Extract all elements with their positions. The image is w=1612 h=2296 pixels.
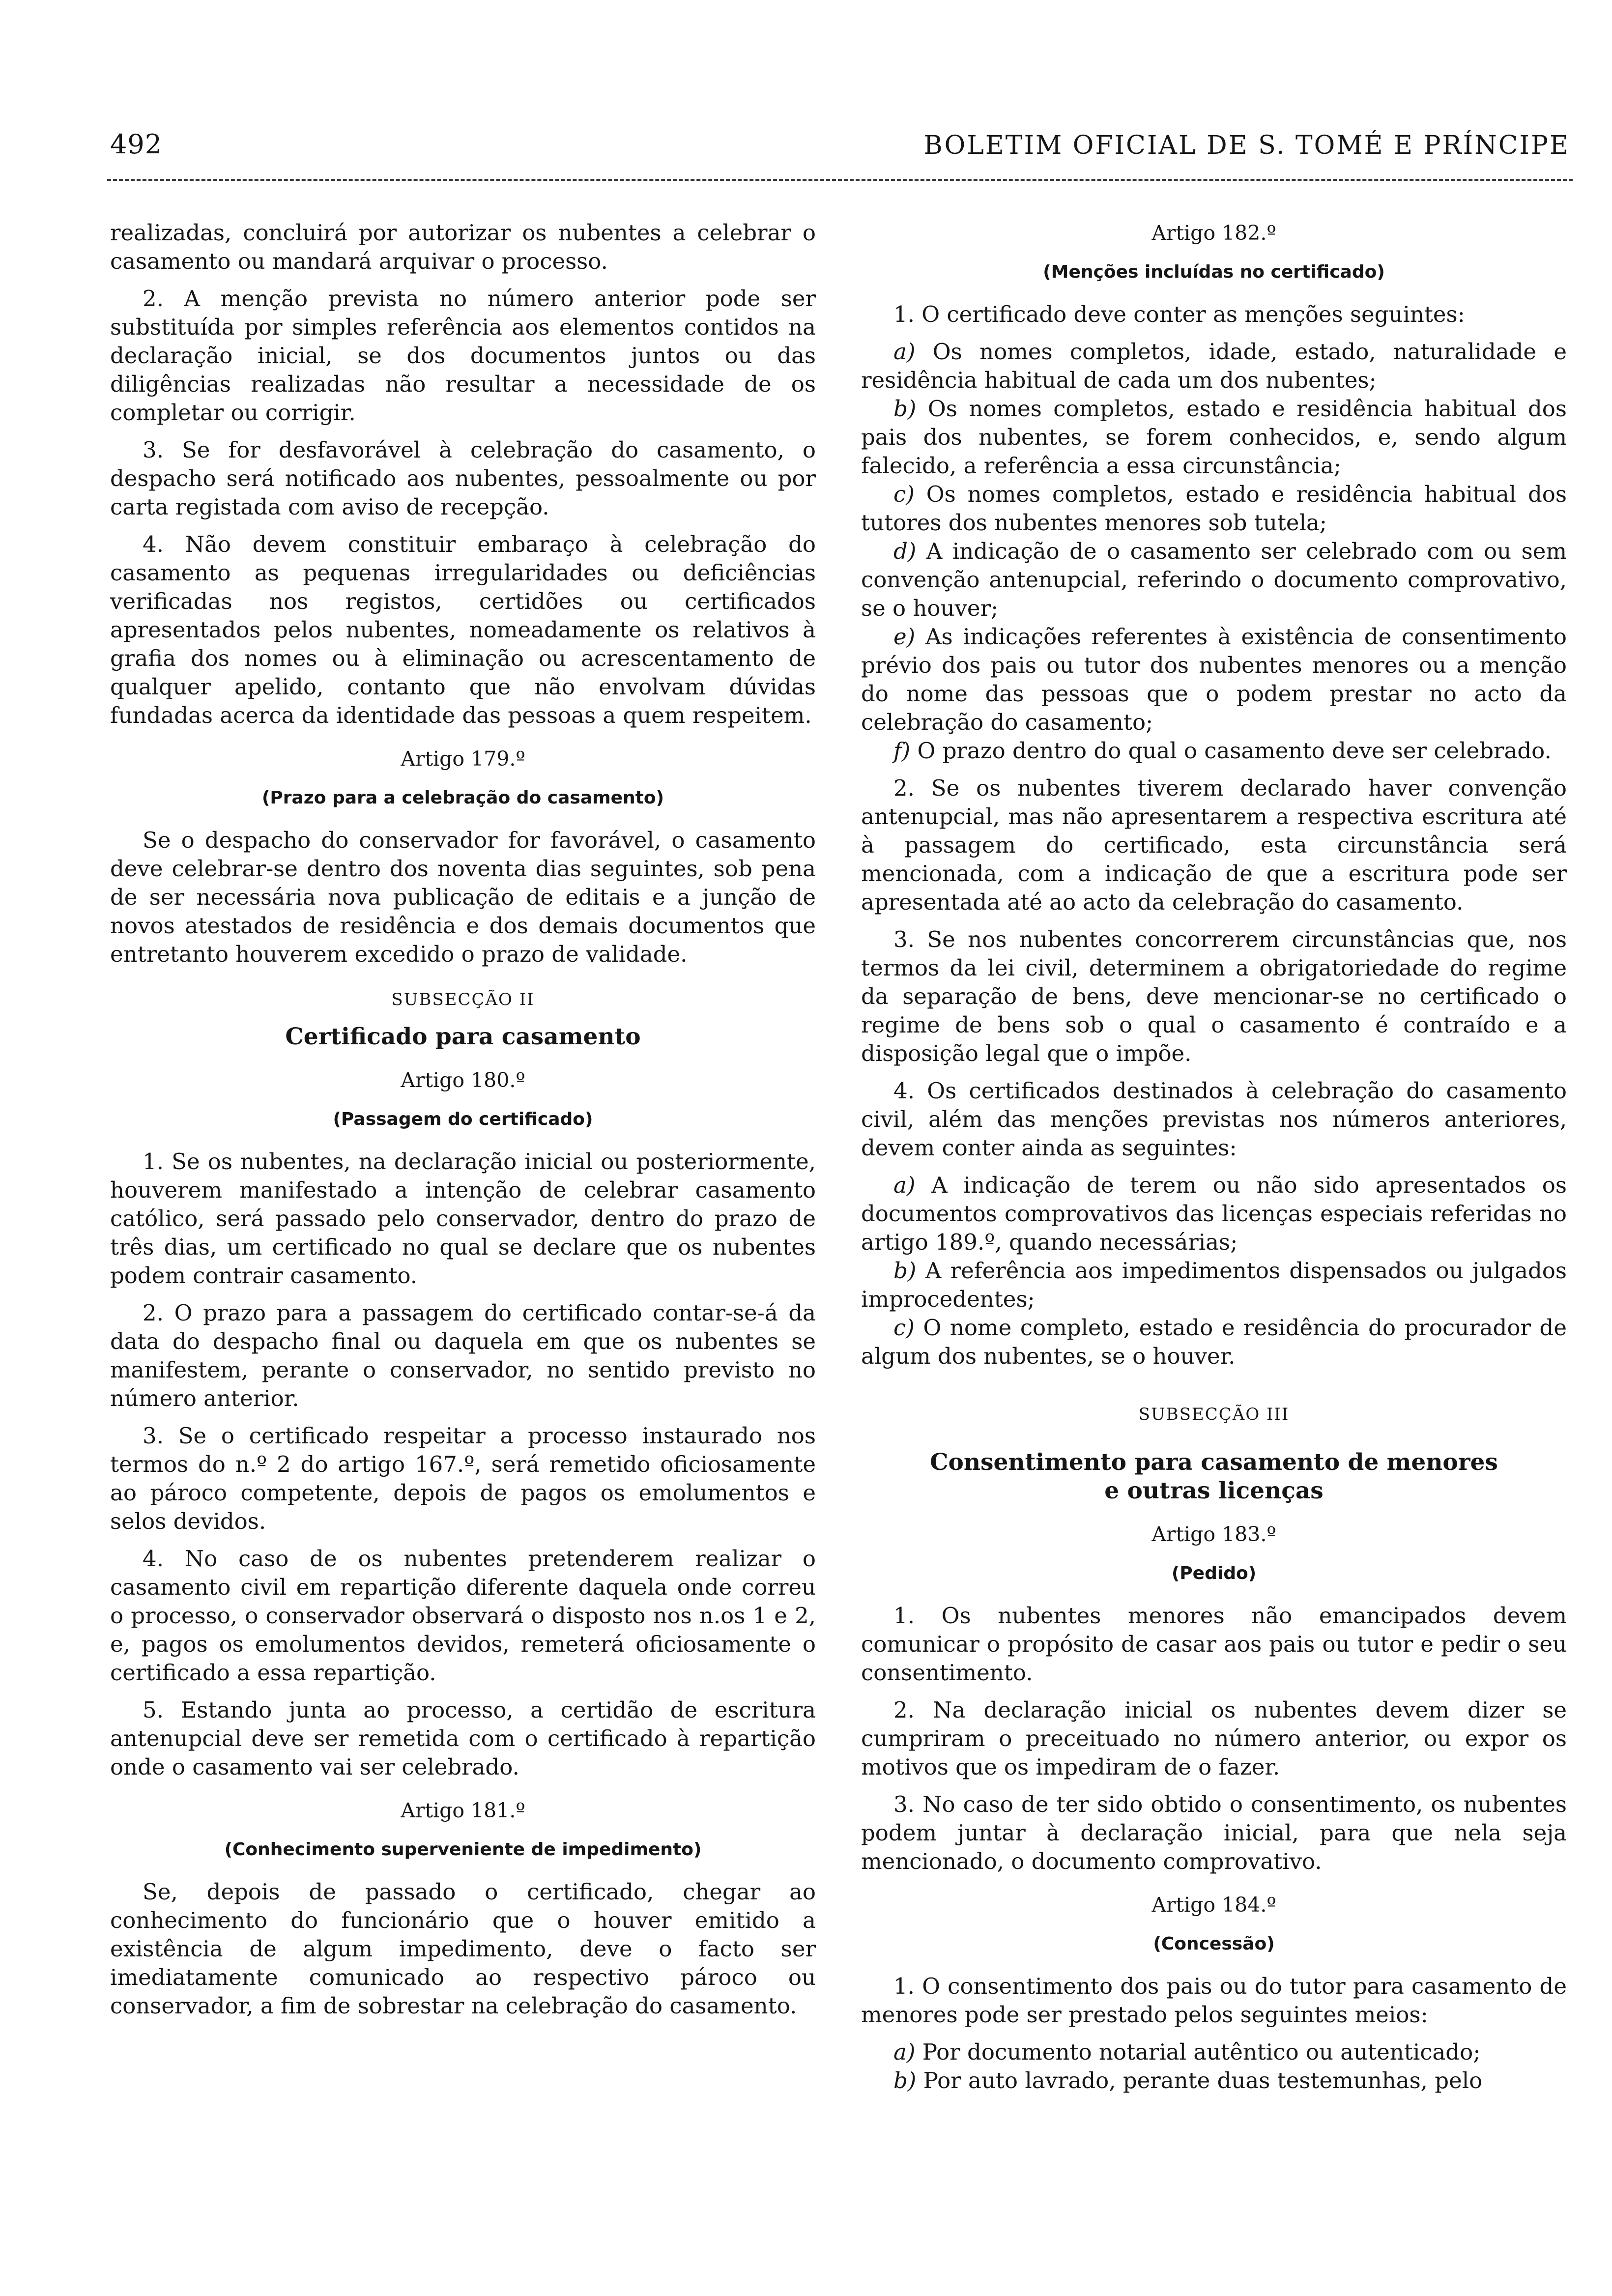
- item-letter: e): [893, 624, 916, 650]
- subsection-title: Certificado para casamento: [285, 1023, 641, 1050]
- subsection-title: e outras licenças: [1104, 1477, 1324, 1504]
- paragraph: Se o despacho do conservador for favorável, o casamento deve celebrar-se dentro dos noventa dias seguintes, sob pena de ser necessária nova publicação de editais e a junção de novos atestados de residência e dos demais documentos que entretanto houverem excedido o prazo de validade.: [110, 827, 816, 967]
- item-text: As indicações referentes à existência de consentimento prévio dos pais ou tutor dos nubentes menores ou a menção do nome das pessoas que o podem prestar no acto da celebração do casamento;: [861, 624, 1567, 735]
- item-letter: a): [893, 339, 916, 365]
- item-text: A indicação de terem ou não sido apresentados os documentos comprovativos das licenças especiais referidas no artigo 189.º, quando necessárias;: [861, 1172, 1567, 1255]
- subsection-label: SUBSECÇÃO II: [391, 990, 535, 1009]
- left-column: [110, 219, 816, 2029]
- paragraph: 3. Se nos nubentes concorrerem circunstâncias que, nos termos da lei civil, determinem a obrigatoriedade do regime da separação de bens, deve mencionar-se no certificado o regime de bens sob o qual o casamento é contraído e a disposição legal que o impõe.: [861, 926, 1567, 1066]
- article-title: Artigo 179.º: [401, 747, 525, 771]
- paragraph: 2. Se os nubentes tiverem declarado haver convenção antenupcial, mas não apresentarem a respectiva escritura até à passagem do certificado, esta circunstância será mencionada, com a indicação de que a escritura pode ser apresentada até ao acto da celebração do casamento.: [861, 775, 1567, 915]
- paragraph: 2. O prazo para a passagem do certificado contar-se-á da data do despacho final ou daquela em que os nubentes se manifestem, perante o conservador, no sentido previsto no número anterior.: [110, 1300, 816, 1411]
- item-text: Os nomes completos, estado e residência habitual dos tutores dos nubentes menores sob tutela;: [861, 481, 1567, 536]
- item-text: O nome completo, estado e residência do procurador de algum dos nubentes, se o houver.: [861, 1315, 1567, 1369]
- item-text: A indicação de o casamento ser celebrado com ou sem convenção antenupcial, referindo o documento comprovativo, se o houver;: [861, 538, 1567, 621]
- paragraph: Se, depois de passado o certificado, chegar ao conhecimento do funcionário que o houver emitido a existência de algum impedimento, deve o facto ser imediatamente comunicado ao respectivo pároco ou conservador, a fim de sobrestar na celebração do casamento.: [110, 1879, 816, 2019]
- item-letter: f): [893, 738, 911, 764]
- right-column: [861, 219, 1567, 2095]
- list-item: [861, 480, 1567, 537]
- item-letter: b): [893, 396, 917, 422]
- item-letter: a): [893, 1172, 916, 1198]
- paragraph: 2. Na declaração inicial os nubentes devem dizer se cumpriram o preceituado no número anterior, ou expor os motivos que os impediram de o fazer.: [861, 1697, 1567, 1780]
- subsection-label: SUBSECÇÃO III: [1138, 1405, 1290, 1424]
- article-subtitle: (Passagem do certificado): [333, 1109, 593, 1129]
- paragraph: 3. Se for desfavorável à celebração do casamento, o despacho será notificado aos nubentes, pessoalmente ou por carta registada com aviso de recepção.: [110, 437, 816, 520]
- list-item: [861, 537, 1567, 623]
- paragraph: 3. Se o certificado respeitar a processo instaurado nos termos do n.º 2 do artigo 167.º, será remetido oficiosamente ao pároco competente, depois de pagos os emolumentos e selos devidos.: [110, 1423, 816, 1534]
- item-letter: b): [893, 1258, 917, 1284]
- header-rule: [107, 179, 1573, 181]
- article-title: Artigo 180.º: [401, 1068, 525, 1092]
- list-item: [861, 2066, 1567, 2095]
- item-text: A referência aos impedimentos dispensados ou julgados improcedentes;: [861, 1258, 1567, 1312]
- list-item: [861, 2038, 1567, 2066]
- paragraph: 4. Não devem constituir embaraço à celebração do casamento as pequenas irregularidades ou deficiências verificadas nos registos, certidões ou certificados apresentados pelos nubentes, nomeadamente os relativos à grafia dos nomes ou à eliminação ou acrescentamento de qualquer apelido, contanto que não envolvam dúvidas fundadas acerca da identidade das pessoas a quem respeitem.: [110, 531, 816, 728]
- item-letter: d): [893, 538, 917, 564]
- paragraph: 1. Os nubentes menores não emancipados devem comunicar o propósito de casar aos pais ou tutor e pedir o seu consentimento.: [861, 1603, 1567, 1686]
- paragraph: 5. Estando junta ao processo, a certidão de escritura antenupcial deve ser remetida com o certificado à repartição onde o casamento vai ser celebrado.: [110, 1697, 816, 1780]
- item-letter: c): [893, 481, 915, 507]
- article-subtitle: (Prazo para a celebração do casamento): [261, 788, 664, 808]
- paragraph: 1. Se os nubentes, na declaração inicial ou posteriormente, houverem manifestado a intenção de celebrar casamento católico, será passado pelo conservador, dentro do prazo de três dias, um certificado no qual se declare que os nubentes podem contrair casamento.: [110, 1148, 816, 1289]
- article-subtitle: (Pedido): [1171, 1563, 1257, 1583]
- article-title: Artigo 181.º: [401, 1799, 525, 1822]
- list-item: [861, 338, 1567, 395]
- paragraph: 1. O consentimento dos pais ou do tutor para casamento de menores pode ser prestado pelos seguintes meios:: [861, 1973, 1567, 2028]
- list-item: [861, 1257, 1567, 1314]
- list-item: [861, 623, 1567, 737]
- article-title: Artigo 182.º: [1151, 221, 1276, 245]
- item-text: Por documento notarial autêntico ou autenticado;: [915, 2039, 1481, 2065]
- list-item: [861, 1171, 1567, 1257]
- paragraph: 4. No caso de os nubentes pretenderem realizar o casamento civil em repartição diferente daquela onde correu o processo, o conservador observará o disposto nos n.os 1 e 2, e, pagos os emolumentos devidos, remeterá oficiosamente o certificado a essa repartição.: [110, 1546, 816, 1686]
- item-text: Por auto lavrado, perante duas testemunhas, pelo: [916, 2067, 1483, 2094]
- item-text: O prazo dentro do qual o casamento deve ser celebrado.: [910, 738, 1552, 764]
- item-letter: c): [893, 1315, 915, 1341]
- item-letter: b): [893, 2067, 917, 2094]
- running-title: BOLETIM OFICIAL DE S. TOMÉ E PRÍNCIPE: [923, 131, 1570, 160]
- subsection-title: Consentimento para casamento de menores: [930, 1449, 1498, 1476]
- paragraph: 3. No caso de ter sido obtido o consentimento, os nubentes podem juntar à declaração inicial, para que nela seja mencionado, o documento comprovativo.: [861, 1791, 1567, 1874]
- item-text: Os nomes completos, idade, estado, naturalidade e residência habitual de cada um dos nubentes;: [861, 339, 1567, 393]
- list-item: [861, 1314, 1567, 1371]
- page-number: 492: [110, 129, 163, 160]
- list-item: [861, 395, 1567, 480]
- item-letter: a): [893, 2039, 916, 2065]
- article-title: Artigo 183.º: [1151, 1522, 1276, 1546]
- article-subtitle: (Concessão): [1153, 1934, 1275, 1954]
- item-text: Os nomes completos, estado e residência habitual dos pais dos nubentes, se forem conhecidos, e, sendo algum falecido, a referência a essa circunstância;: [861, 396, 1567, 479]
- paragraph: 4. Os certificados destinados à celebração do casamento civil, além das menções previstas nos números anteriores, devem conter ainda as seguintes:: [861, 1078, 1567, 1161]
- article-title: Artigo 184.º: [1151, 1893, 1276, 1917]
- paragraph: realizadas, concluirá por autorizar os nubentes a celebrar o casamento ou mandará arquivar o processo.: [110, 220, 816, 274]
- paragraph: 2. A menção prevista no número anterior pode ser substituída por simples referência aos elementos contidos na declaração inicial, se dos documentos juntos ou das diligências realizadas não resultar a necessidade de os completar ou corrigir.: [110, 286, 816, 426]
- article-subtitle: (Menções incluídas no certificado): [1043, 262, 1385, 282]
- list-item: [861, 737, 1567, 765]
- paragraph: 1. O certificado deve conter as menções seguintes:: [893, 301, 1465, 327]
- article-subtitle: (Conhecimento superveniente de impedimento): [224, 1839, 702, 1860]
